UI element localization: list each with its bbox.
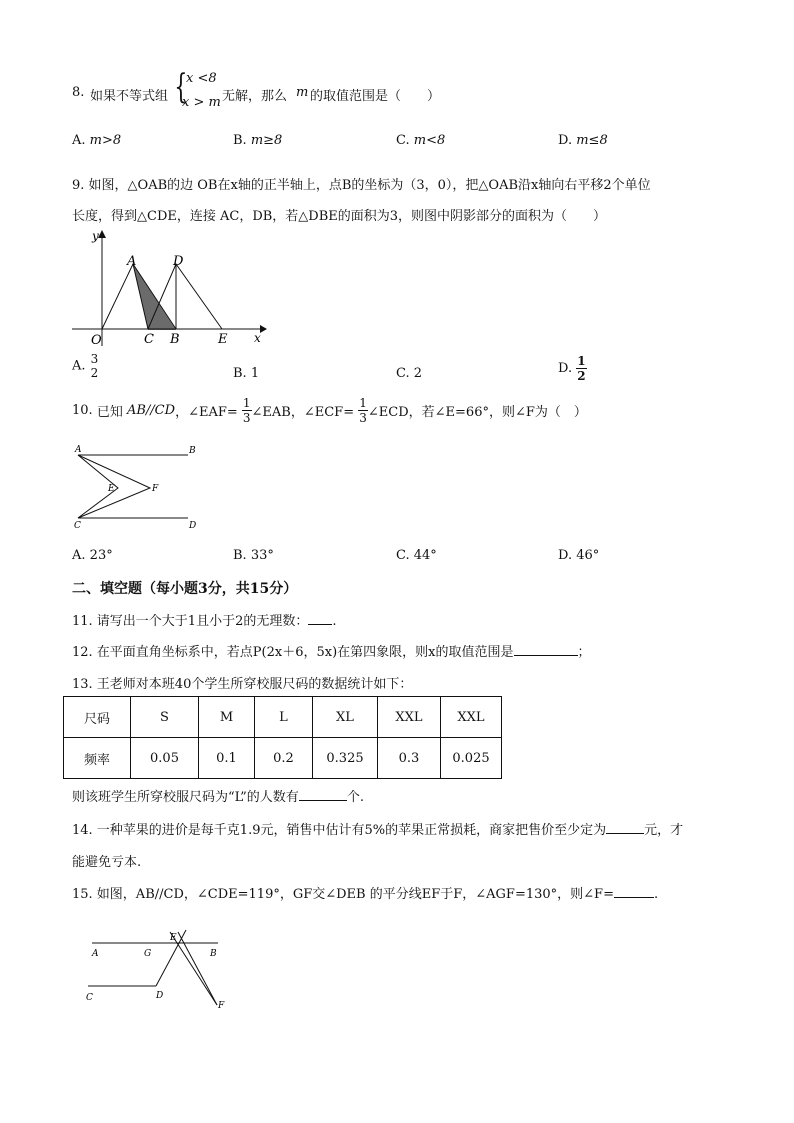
q8-option-c: C. m<8: [396, 133, 446, 148]
label-b: B: [210, 949, 217, 959]
table-cell: 尺码: [64, 697, 131, 738]
q11-answer-blank[interactable]: [308, 612, 332, 625]
label-f: F: [218, 1001, 225, 1011]
table-cell: 0.1: [199, 738, 255, 779]
label-c: C: [74, 521, 81, 531]
q15-answer-blank[interactable]: [614, 885, 654, 898]
q9-option-a: A. 3 2: [72, 352, 99, 380]
q9-line2: 长度，得到△CDE，连接 AC，DB，若△DBE的面积为3，则图中阴影部分的面积为（ ）: [72, 209, 607, 224]
question-15: 15. 如图，AB//CD，∠CDE=119°，GF交∠DEB 的平分线EF于F，∠AGF=130°，则∠F= .: [72, 887, 659, 902]
q8-option-b: B. m≥8: [233, 133, 283, 148]
q8-stem-c: 的取值范围是（ ）: [310, 89, 441, 104]
q10-stem: 10. 已知 AB//CD，∠EAF= $\frac{1}{3}$ ∠EAB，∠ECF= $\frac{1}{3}$ ∠ECD，若∠E=66°，则∠F为（ ）: [72, 396, 587, 425]
q8-var: m: [296, 85, 309, 100]
table-cell: XXL: [378, 697, 441, 738]
q14-answer-blank[interactable]: [606, 821, 644, 834]
q15-figure: [80, 928, 240, 1013]
table-cell: 0.025: [441, 738, 502, 779]
label-b: B: [189, 446, 196, 456]
question-13: 13. 王老师对本班40个学生所穿校服尺码的数据统计如下：: [72, 677, 413, 692]
table-cell: XL: [313, 697, 378, 738]
q9-option-b: B. 1: [233, 366, 260, 381]
table-cell: S: [131, 697, 199, 738]
label-c: C: [86, 993, 93, 1003]
label-d: D: [173, 254, 184, 269]
q13-followup: 则该班学生所穿校服尺码为“L”的人数有 个.: [72, 790, 364, 805]
label-a: A: [92, 949, 99, 959]
table-row: [64, 697, 502, 738]
label-e: E: [108, 484, 115, 494]
label-b: B: [170, 332, 180, 347]
q10-option-b: B. 33°: [233, 548, 274, 563]
q8-brace: {: [174, 67, 188, 107]
q8-number: 8.: [72, 85, 85, 100]
label-a: A: [127, 254, 137, 269]
label-d: D: [156, 991, 164, 1001]
table-cell: L: [255, 697, 313, 738]
q9-option-d: D. $\frac{1}{2}$: [558, 354, 586, 383]
q8-option-a: A. m>8: [72, 133, 122, 148]
table-cell: XXL: [441, 697, 502, 738]
label-a: A: [75, 445, 82, 455]
q10-option-a: A. 23°: [72, 548, 113, 563]
q8-ineq1: x <8: [186, 71, 217, 86]
question-14: 14. 一种苹果的进价是每千克1.9元，销售中估计有5%的苹果正常损耗，商家把售价至少定为 元，才: [72, 823, 684, 838]
q10-option-c: C. 44°: [396, 548, 437, 563]
label-y: y: [92, 229, 99, 243]
question-12: 12. 在平面直角坐标系中，若点P(2x＋6，5x)在第四象限，则x的取值范围是 ；: [72, 645, 591, 660]
table-cell: M: [199, 697, 255, 738]
q9-option-c: C. 2: [396, 366, 423, 381]
size-frequency-table: [63, 696, 502, 779]
label-x: x: [254, 331, 261, 345]
q13-answer-blank[interactable]: [299, 788, 347, 801]
table-cell: 0.325: [313, 738, 378, 779]
table-cell: 频率: [64, 738, 131, 779]
table-cell: 0.3: [378, 738, 441, 779]
q14-line2: 能避免亏本.: [72, 855, 142, 870]
label-o: O: [91, 333, 102, 348]
table-cell: 0.05: [131, 738, 199, 779]
q10-figure: [70, 442, 210, 532]
table-row: [64, 738, 502, 779]
q8-stem-a: 如果不等式组: [90, 89, 169, 104]
section-2-title: 二、填空题（每小题3分，共15分）: [72, 581, 298, 597]
q8-stem-b: 无解，那么: [222, 89, 288, 104]
label-d: D: [189, 521, 197, 531]
q8-ineq2: x > m: [182, 95, 221, 110]
q10-option-d: D. 46°: [558, 548, 600, 563]
question-11: 11. 请写出一个大于1且小于2的无理数： .: [72, 614, 337, 629]
q9-figure: [70, 228, 270, 350]
label-c: C: [144, 332, 154, 347]
q9-line1: 9. 如图，△OAB的边 OB在x轴的正半轴上，点B的坐标为（3，0），把△OAB沿x轴向右平移2个单位: [72, 178, 651, 193]
table-cell: 0.2: [255, 738, 313, 779]
label-e: E: [218, 332, 228, 347]
label-f: F: [152, 484, 159, 494]
q8-option-d: D. m≤8: [558, 133, 608, 148]
q12-answer-blank[interactable]: [514, 643, 578, 656]
label-g: G: [144, 949, 152, 959]
label-e: E: [170, 933, 177, 943]
